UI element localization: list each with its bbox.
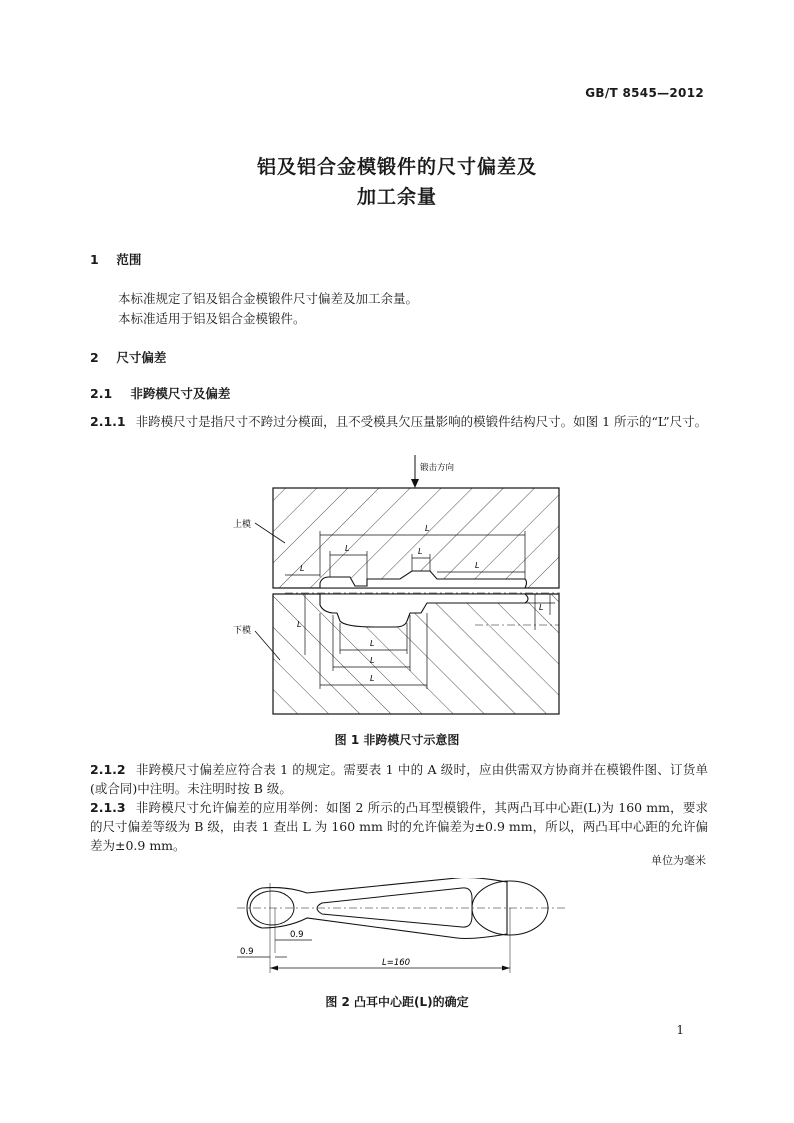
section-title: 尺寸偏差 (116, 350, 167, 365)
dimension-label: L (370, 656, 375, 665)
upper-die-label: 上模 (233, 520, 252, 530)
standard-code: GB/T 8545—2012 (585, 86, 704, 100)
clause-number: 2.1.1 (90, 414, 126, 429)
length-label: L=160 (382, 958, 411, 968)
clause-number: 2.1.3 (90, 800, 126, 815)
dimension-label: L (475, 561, 480, 570)
section-2-heading (90, 348, 166, 366)
dimension-label: L (345, 544, 350, 553)
clause-2-1-2 (90, 760, 708, 798)
clause-text: 非跨模尺寸允许偏差的应用举例：如图 2 所示的凸耳型模锻件，其两凸耳中心距(L)为 160 mm，要求的尺寸偏差等级为 B 级，由表 1 查出 L 为 160 mm 时的允许偏差为±0.9 mm，所以，两凸耳中心距的允许偏差为±0.9 mm。 (90, 800, 708, 853)
clause-text: 非跨模尺寸偏差应符合表 1 的规定。需要表 1 中的 A 级时，应由供需双方协商并在模锻件图、订货单(或合同)中注明。未注明时按 B 级。 (90, 762, 708, 796)
dimension-label: L (370, 674, 375, 683)
arrow-left-icon (270, 966, 278, 971)
dimension-label: L (370, 639, 375, 648)
document-title-line1: 铝及铝合金模锻件的尺寸偏差及 (256, 156, 537, 178)
tolerance-upper-label: 0.9 (290, 930, 304, 940)
paragraph: 本标准适用于铝及铝合金模锻件。 (118, 311, 306, 326)
paragraph: 本标准规定了铝及铝合金模锻件尺寸偏差及加工余量。 (118, 291, 419, 306)
forging-direction-label: 锻击方向 (420, 463, 455, 473)
tolerance-lower-label: 0.9 (240, 947, 254, 957)
arrow-right-icon (502, 966, 510, 971)
section-number: 1 (90, 252, 99, 267)
clause-text: 非跨模尺寸是指尺寸不跨过分模面，且不受模具欠压量影响的模锻件结构尺寸。如图 1 所示的“L”尺寸。 (135, 414, 708, 429)
dimension-label: L (539, 603, 544, 612)
dimension-label: L (418, 547, 423, 556)
section-2-1-heading (90, 384, 230, 402)
lower-die-label: 下模 (233, 626, 252, 636)
figure-2-caption: 图 2 凸耳中心距(L)的确定 (325, 995, 469, 1009)
section-1-heading (90, 250, 141, 268)
section-title: 非跨模尺寸及偏差 (130, 386, 231, 401)
dimension-label: L (300, 564, 305, 573)
clause-2-1-1 (90, 412, 708, 431)
section-number: 2 (90, 350, 99, 365)
section-number: 2.1 (90, 386, 113, 401)
dimension-label: L (425, 524, 430, 533)
unit-note: 单位为毫米 (651, 854, 706, 867)
figure-1-caption: 图 1 非跨模尺寸示意图 (334, 733, 460, 747)
figure-1-diagram (225, 455, 595, 720)
section-title: 范围 (116, 252, 142, 267)
document-title-line2: 加工余量 (356, 186, 437, 208)
dimension-label: L (297, 620, 302, 629)
web-slot (317, 888, 472, 927)
figure-2-diagram (232, 878, 572, 978)
clause-2-1-3 (90, 798, 708, 855)
clause-number: 2.1.2 (90, 762, 126, 777)
page-number: 1 (676, 1023, 684, 1037)
arrow-head-icon (411, 479, 419, 488)
